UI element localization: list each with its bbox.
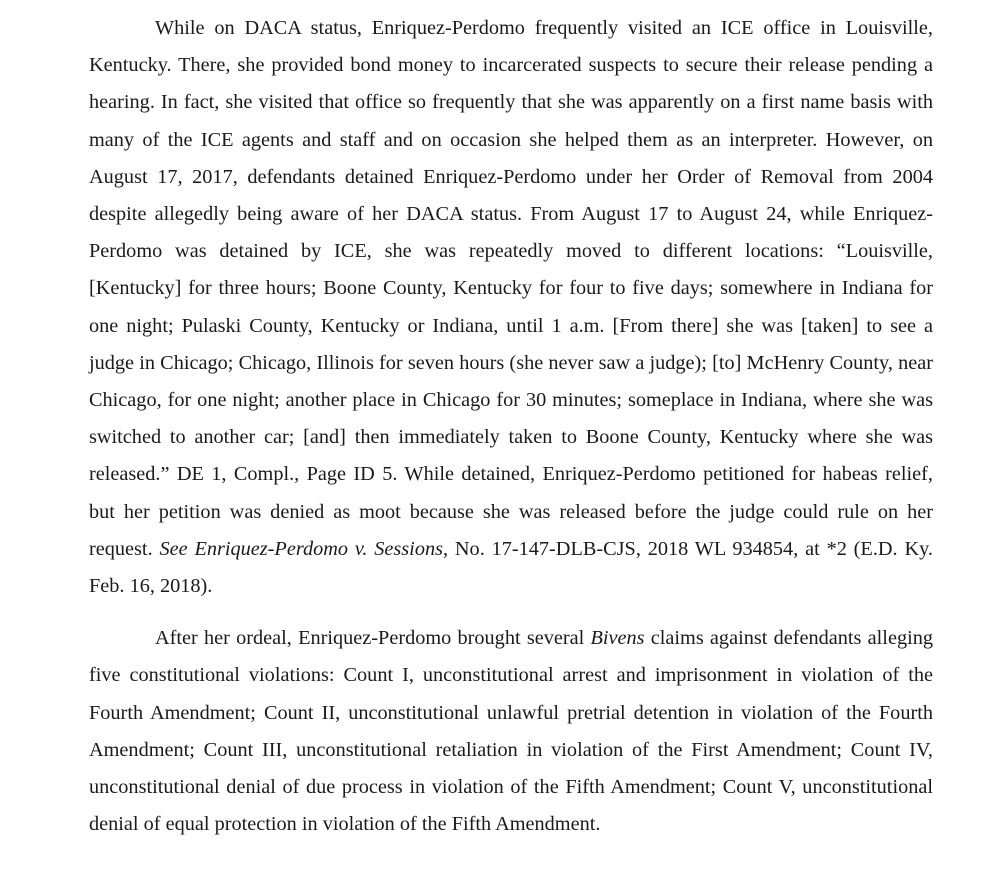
paragraph-text: claims against defendants alleging five constitutional violations: Count I, unconstitutional arrest and imprisonment in violation of the Fourth Amendment; Count II, unconstitutional unlawful pretrial detention in violation of the Fourth Amendment; Count III, unconstitutional retaliation in violation of the First Amendment; Count IV, unconstitutional denial of due process in violation of the Fifth Amendment; Count V, unconstitutional denial of equal protection in violation of the Fifth Amendment. [89, 627, 934, 836]
paragraph-text: After her ordeal, Enriquez-Perdomo brought several [155, 627, 591, 650]
paragraph-detention-facts [89, 10, 933, 605]
case-citation-italic: See Enriquez-Perdomo v. Sessions [159, 537, 443, 560]
paragraph-bivens-claims [89, 620, 933, 843]
document-page [89, 10, 933, 843]
bivens-italic: Bivens [590, 627, 645, 650]
paragraph-text: While on DACA status, Enriquez-Perdomo frequently visited an ICE office in Louisville, Kentucky. There, she provided bond money to incarcerated suspects to secure their release pending a hearing. In fact, she visited that office so frequently that she was apparently on a first name basis with many of the ICE agents and staff and on occasion she helped them as an interpreter. However, on August 17, 2017, defendants detained Enriquez-Perdomo under her Order of Removal from 2004 despite allegedly being aware of her DACA status. From August 17 to August 24, while Enriquez-Perdomo was detained by ICE, she was repeatedly moved to different locations: “Louisville, [Kentucky] for three hours; Boone County, Kentucky for four to five days; somewhere in Indiana for one night; Pulaski County, Kentucky or Indiana, until 1 a.m. [From there] she was [taken] to see a judge in Chicago; Chicago, Illinois for seven hours (she never saw a judge); [to] McHenry County, near Chicago, for one night; another place in Chicago for 30 minutes; someplace in Indiana, where she was switched to another car; [and] then immediately taken to Boone County, Kentucky where she was released.” DE 1, Compl., Page ID 5. While detained, Enriquez-Perdomo petitioned for habeas relief, but her petition was denied as moot because she was released before the judge could rule on her request. [89, 17, 933, 560]
paragraph-text: , No. 17-147-DLB-CJS, 2018 WL 934854, at *2 (E.D. Ky. Feb. 16, 2018). [89, 537, 933, 598]
